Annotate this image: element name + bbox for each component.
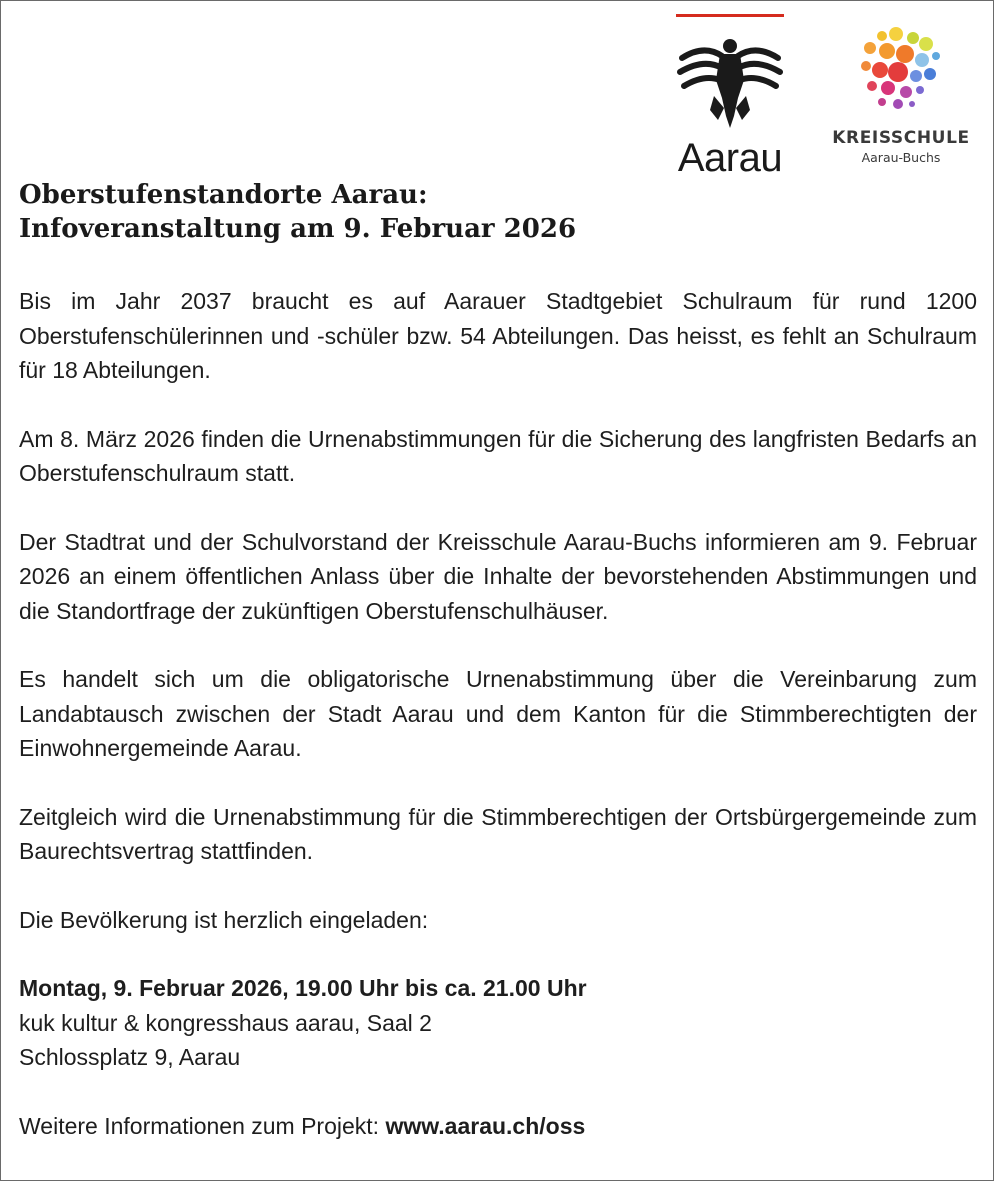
more-info-label: Weitere Informationen zum Projekt: (19, 1112, 386, 1139)
event-datetime: Montag, 9. Februar 2026, 19.00 Uhr bis ca. 21.00 Uhr (19, 975, 587, 1001)
body-text (19, 284, 977, 1177)
more-info (19, 1109, 977, 1144)
paragraph-4: Es handelt sich um die obligatorische Urnenabstimmung über die Vereinbarung zum Landabtausch zwischen der Stadt Aarau und dem Kanton für die Stimmberechtigten der Einwohnergemeinde Aarau. (19, 666, 977, 761)
eagle-crest-icon (674, 36, 786, 132)
paragraph-3: Der Stadtrat und der Schulvorstand der Kreisschule Aarau-Buchs informieren am 9. Februar 2026 an einem öffentlichen Anlass über die Inhalte der bevorstehenden Abstimmungen und die Standortfrage der zukünftigen Oberstufenschulhäuser. (19, 528, 977, 624)
project-link[interactable]: www.aarau.ch/oss (385, 1112, 586, 1139)
event-address: Schlossplatz 9, Aarau (19, 1044, 241, 1070)
paragraph-1: Bis im Jahr 2037 braucht es auf Aarauer Stadtgebiet Schulraum für rund 1200 Oberstufenschülerinnen und -schüler bzw. 54 Abteilungen. Das heisst, es fehlt an Schulraum für 18 Abteilungen. (19, 288, 977, 383)
kreisschule-subtitle: Aarau-Buchs (861, 150, 941, 165)
headline (19, 178, 719, 246)
logo-accent-line (676, 14, 784, 17)
event-venue: kuk kultur & kongresshaus aarau, Saal 2 (19, 1009, 432, 1036)
event-details (19, 971, 977, 1075)
kreisschule-name: KREISSCHULE (832, 128, 970, 148)
paragraph-2: Am 8. März 2026 finden die Urnenabstimmungen für die Sicherung des langfristen Bedarfs an Oberstufenschulraum statt. (19, 425, 977, 486)
aarau-wordmark: Aarau (677, 136, 783, 180)
aarau-logo (674, 14, 786, 180)
paragraph-invitation: Die Bevölkerung ist herzlich eingeladen: (19, 906, 429, 933)
kreisschule-logo (830, 26, 972, 176)
headline-line-1: Oberstufenstandorte Aarau: (19, 180, 428, 210)
headline-line-2: Infoveranstaltung am 9. Februar 2026 (19, 214, 577, 244)
colored-dots-icon (860, 26, 942, 110)
paragraph-5: Zeitgleich wird die Urnenabstimmung für die Stimmberechtigen der Ortsbürgergemeinde zum Baurechtsvertrag stattfinden. (19, 803, 977, 864)
